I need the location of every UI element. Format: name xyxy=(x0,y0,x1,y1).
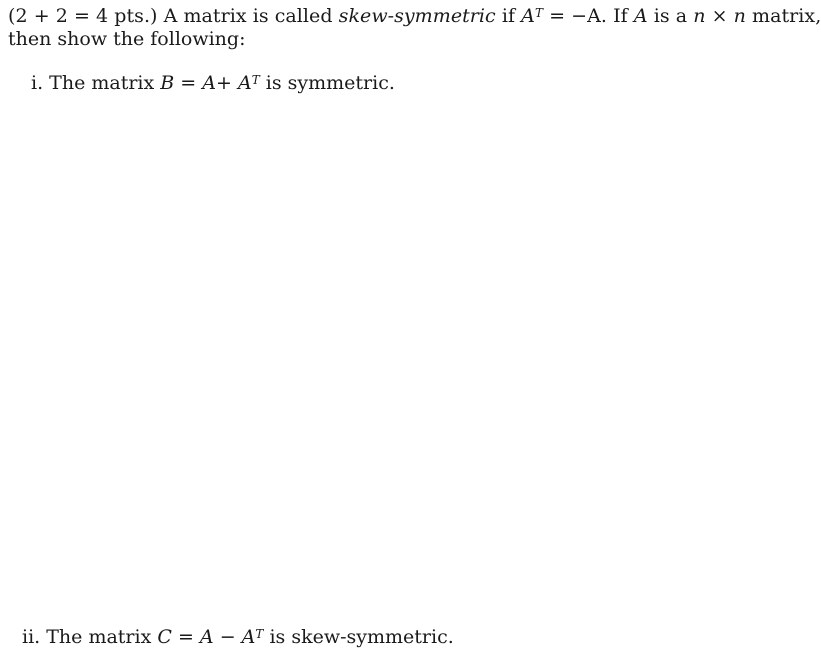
problem-intro-line-2: then show the following: xyxy=(8,28,246,50)
problem-intro-line-1 xyxy=(8,4,821,28)
part-i-a-2: A xyxy=(237,72,252,94)
math-a-2: A xyxy=(633,5,648,27)
part-i-a: A xyxy=(202,72,216,94)
part-ii xyxy=(22,625,454,649)
term-skew-symmetric: skew-symmetric xyxy=(338,5,496,27)
part-ii-eq: = xyxy=(177,626,194,648)
part-i-eq: = xyxy=(180,72,197,94)
part-ii-transpose: T xyxy=(255,627,264,641)
part-i-transpose: T xyxy=(251,73,260,87)
part-ii-lead: The matrix xyxy=(46,626,152,648)
part-i-lhs: B xyxy=(160,72,175,94)
math-a: A xyxy=(521,5,535,27)
part-i-lead: The matrix xyxy=(49,72,155,94)
part-ii-op: − xyxy=(219,626,236,648)
points-label: (2 + 2 = 4 pts.) xyxy=(8,5,158,27)
part-ii-a-2: A xyxy=(241,626,256,648)
intro-text-b: if xyxy=(501,5,516,27)
part-i-tail: is symmetric. xyxy=(265,72,395,94)
intro-text-a: A matrix is called xyxy=(163,5,333,27)
part-i xyxy=(31,71,395,95)
part-i-label: i. xyxy=(31,72,44,94)
intro-text-e: matrix, xyxy=(752,5,821,27)
part-ii-a: A xyxy=(199,626,214,648)
intro-text-c: If xyxy=(613,5,628,27)
intro-text-d: is a xyxy=(653,5,688,27)
math-n-2: n xyxy=(733,5,746,27)
part-i-op: + xyxy=(216,72,232,94)
transpose-sup: T xyxy=(534,6,543,20)
part-ii-tail: is skew-symmetric. xyxy=(269,626,454,648)
math-n-1: n xyxy=(693,5,706,27)
part-ii-label: ii. xyxy=(22,626,41,648)
part-ii-lhs: C xyxy=(157,626,172,648)
math-times: × xyxy=(711,5,728,27)
math-eq-neg-a: = −A. xyxy=(549,5,607,27)
